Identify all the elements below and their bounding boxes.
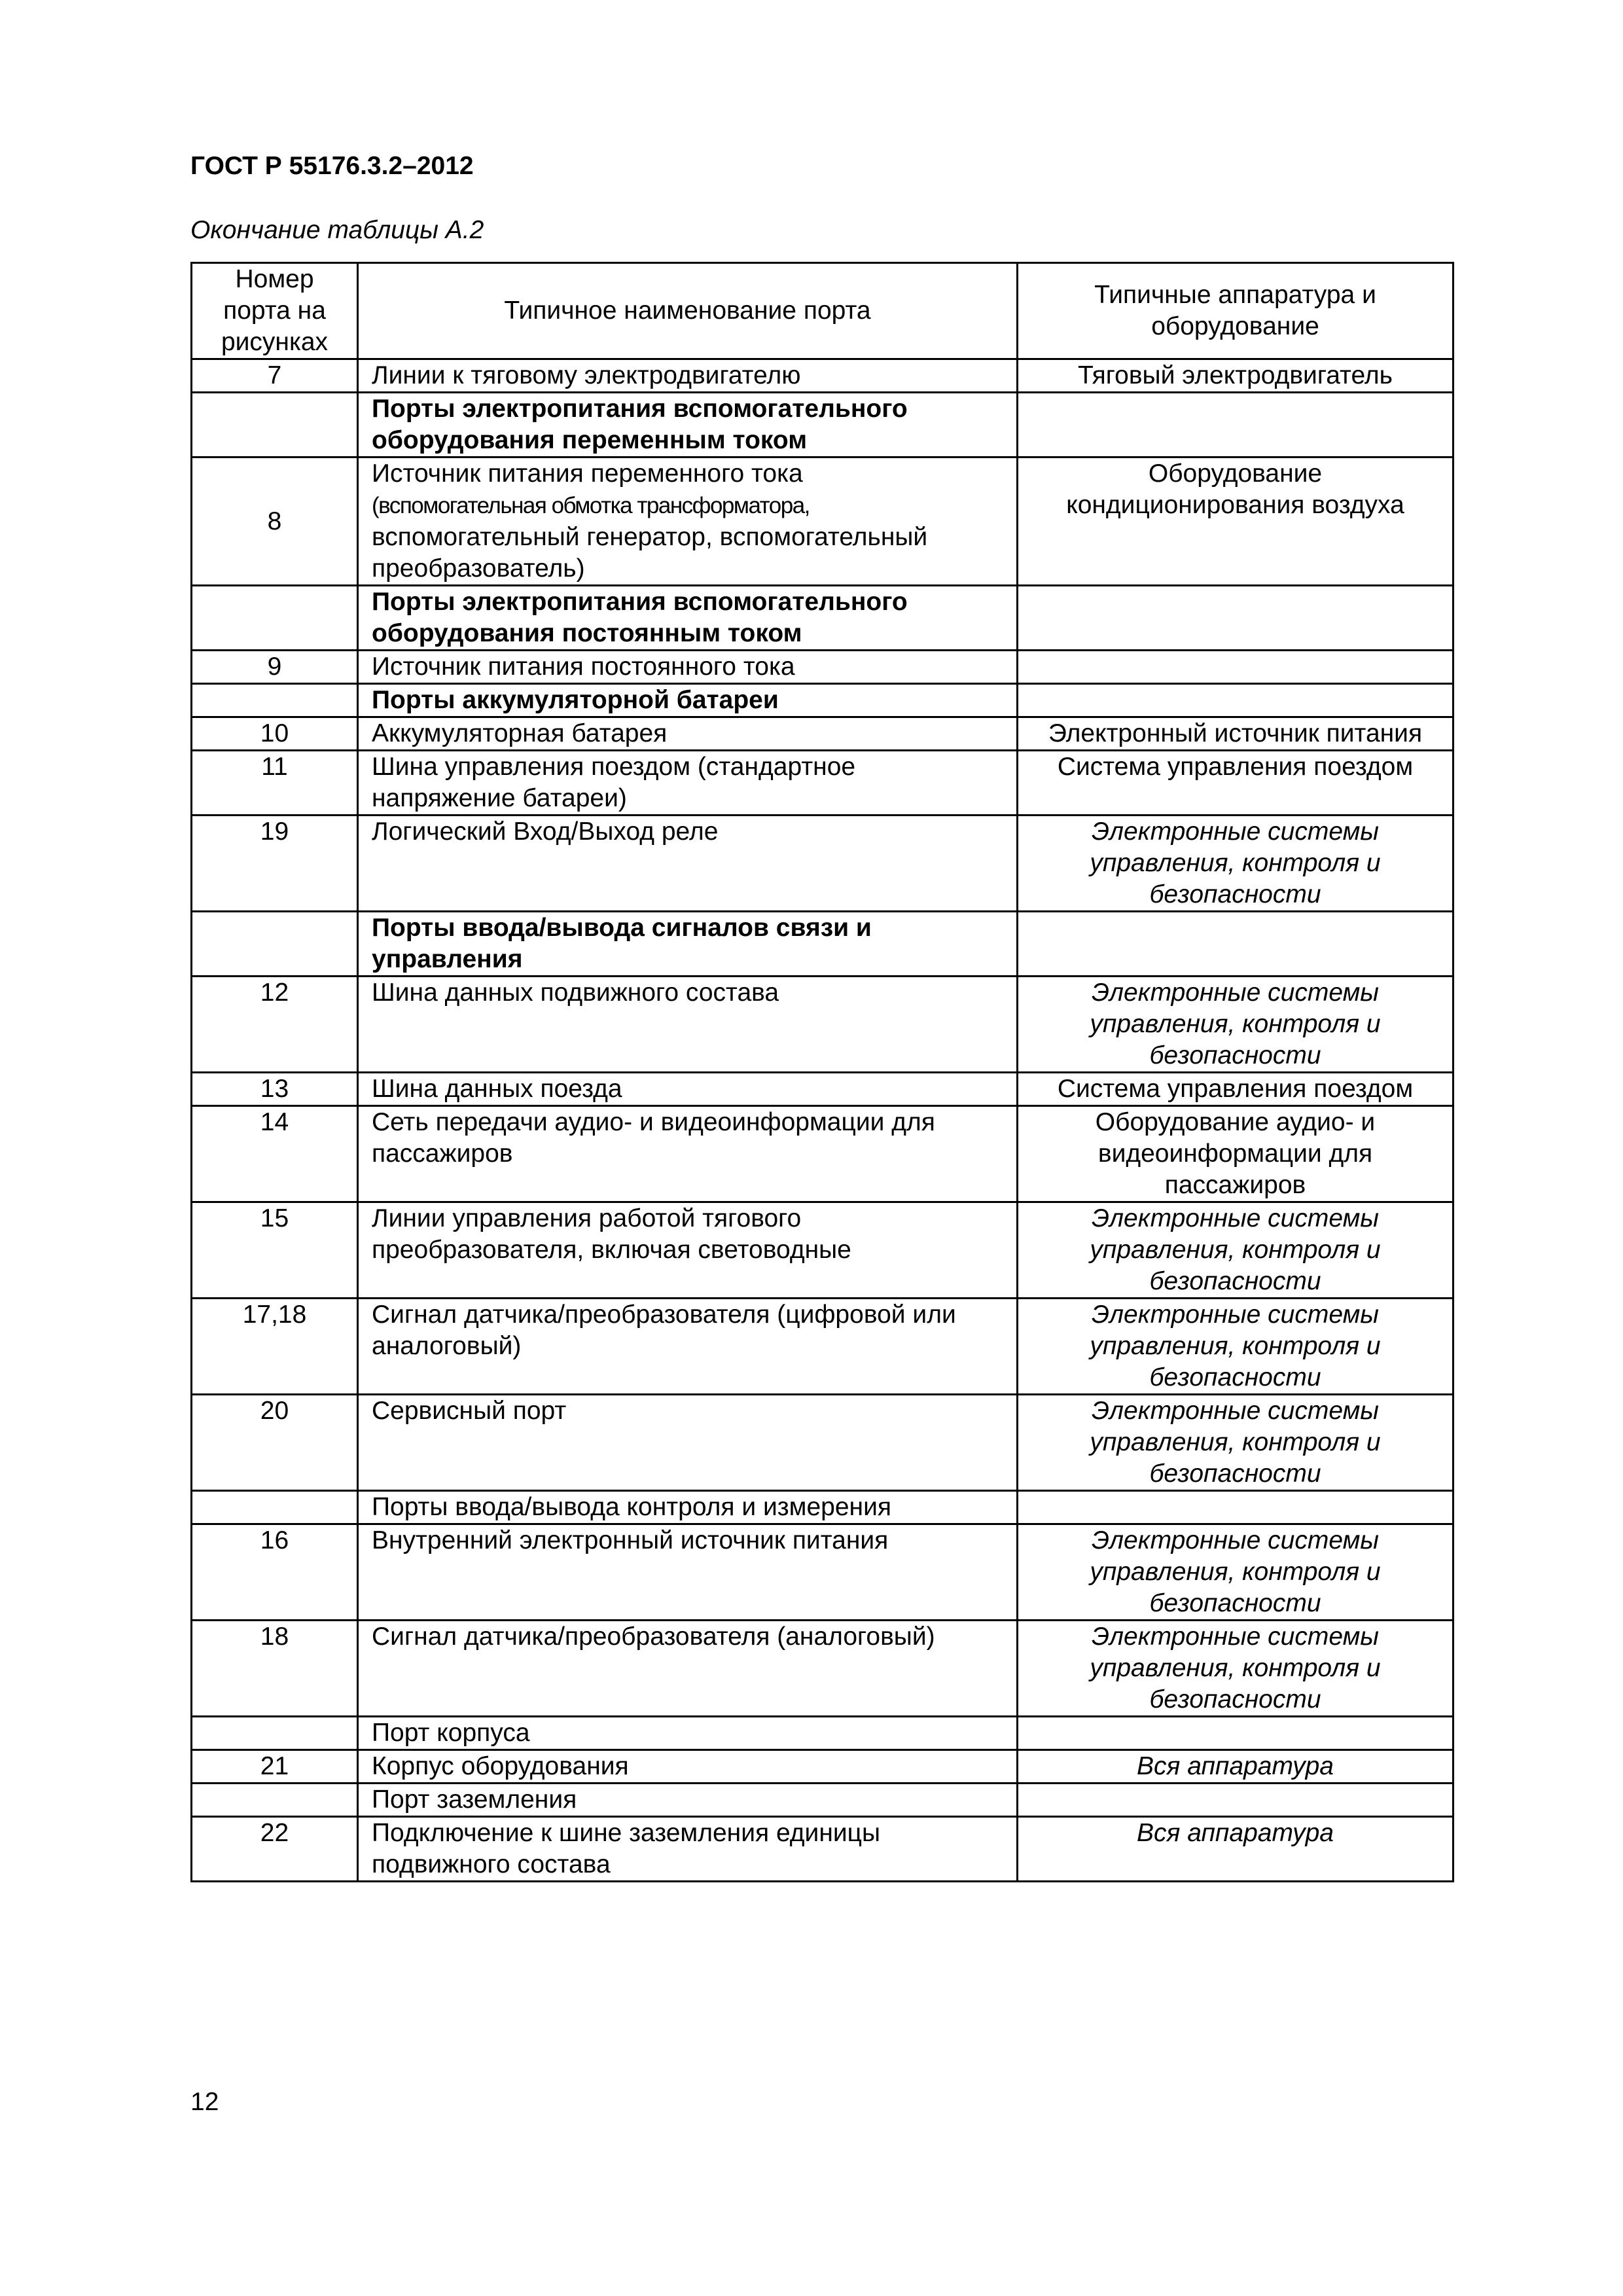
table-row [192,393,1454,457]
port-number-cell: 20 [192,1395,358,1491]
table-row [192,751,1454,816]
port-number-cell [192,1784,358,1817]
table-header-row [192,263,1454,359]
equipment-cell: Электронный источник питания [1018,717,1454,751]
column-header-port-name: Типичное наименование порта [358,263,1018,359]
port-number-cell: 22 [192,1817,358,1882]
port-name-cell: Шина данных подвижного состава [358,977,1018,1073]
port-number-cell: 19 [192,816,358,912]
port-number-cell [192,393,358,457]
section-header-cell: Порты электропитания вспомогательного оборудования переменным током [358,393,1018,457]
equipment-cell [1018,651,1454,684]
port-number-cell: 10 [192,717,358,751]
port-number-cell: 7 [192,359,358,393]
port-name-cell: Источник питания постоянного тока [358,651,1018,684]
equipment-cell: Электронные системы управления, контроля и безопасности [1018,1524,1454,1621]
ports-table [190,262,1454,1882]
table-row [192,1817,1454,1882]
port-number-cell: 17,18 [192,1299,358,1395]
port-name-cell [358,457,1018,586]
equipment-cell: Электронные системы управления, контроля и безопасности [1018,1202,1454,1299]
port-number-cell [192,1717,358,1750]
table-row [192,1621,1454,1717]
equipment-cell: Система управления поездом [1018,751,1454,816]
port-name-cell: Шина управления поездом (стандартное напряжение батареи) [358,751,1018,816]
port-name-cell: Аккумуляторная батарея [358,717,1018,751]
table-row [192,1750,1454,1784]
document-title: ГОСТ Р 55176.3.2–2012 [190,152,474,180]
column-header-equipment: Типичные аппаратура и оборудование [1018,263,1454,359]
equipment-cell [1018,912,1454,977]
port-number-cell [192,684,358,717]
port-number-cell [192,586,358,651]
section-header-cell: Порт заземления [358,1784,1018,1817]
port-number-cell: 13 [192,1073,358,1106]
port-number-cell [192,1491,358,1524]
table-row [192,1202,1454,1299]
equipment-cell: Оборудование кондиционирования воздуха [1018,457,1454,586]
table-row [192,1299,1454,1395]
equipment-cell: Электронные системы управления, контроля и безопасности [1018,816,1454,912]
equipment-cell: Система управления поездом [1018,1073,1454,1106]
port-number-cell: 14 [192,1106,358,1202]
port-number-cell: 8 [192,457,358,586]
port-name-cell: Сигнал датчика/преобразователя (аналоговый) [358,1621,1018,1717]
equipment-cell [1018,393,1454,457]
equipment-cell [1018,1491,1454,1524]
equipment-cell [1018,1717,1454,1750]
equipment-cell: Оборудование аудио- и видеоинформации для пассажиров [1018,1106,1454,1202]
table-row [192,1073,1454,1106]
table-caption: Окончание таблицы А.2 [190,216,484,244]
port-name-cell: Линии к тяговому электродвигателю [358,359,1018,393]
table-row [192,1784,1454,1817]
port-name-cell: Логический Вход/Выход реле [358,816,1018,912]
section-header-cell: Порты ввода/вывода контроля и измерения [358,1491,1018,1524]
table-row [192,651,1454,684]
port-name-cell: Сигнал датчика/преобразователя (цифровой или аналоговый) [358,1299,1018,1395]
equipment-cell: Электронные системы управления, контроля и безопасности [1018,1621,1454,1717]
port-name-cell: Сеть передачи аудио- и видеоинформации для пассажиров [358,1106,1018,1202]
port-name-cell: Внутренний электронный источник питания [358,1524,1018,1621]
port-number-cell: 15 [192,1202,358,1299]
table-row [192,1524,1454,1621]
table-row [192,359,1454,393]
table-row [192,1717,1454,1750]
section-header-cell: Порты ввода/вывода сигналов связи и управления [358,912,1018,977]
column-header-port-number: Номер порта на рисунках [192,263,358,359]
table-row [192,977,1454,1073]
table-row [192,1491,1454,1524]
equipment-cell: Электронные системы управления, контроля и безопасности [1018,977,1454,1073]
equipment-cell: Электронные системы управления, контроля и безопасности [1018,1299,1454,1395]
table-row [192,684,1454,717]
section-header-cell: Порты электропитания вспомогательного оборудования постоянным током [358,586,1018,651]
port-number-cell: 12 [192,977,358,1073]
equipment-cell [1018,586,1454,651]
table-row [192,1106,1454,1202]
port-name-text: Источник питания переменного тока [372,459,803,488]
table-row [192,912,1454,977]
table-row [192,717,1454,751]
port-number-cell: 21 [192,1750,358,1784]
page-number: 12 [190,2088,219,2116]
port-name-cell: Сервисный порт [358,1395,1018,1491]
port-name-cell: Шина данных поезда [358,1073,1018,1106]
port-number-cell: 16 [192,1524,358,1621]
equipment-cell: Вся аппаратура [1018,1817,1454,1882]
port-number-cell: 9 [192,651,358,684]
equipment-cell: Электронные системы управления, контроля и безопасности [1018,1395,1454,1491]
table-row [192,586,1454,651]
port-name-cell: Корпус оборудования [358,1750,1018,1784]
equipment-cell [1018,684,1454,717]
section-header-cell: Порты аккумуляторной батареи [358,684,1018,717]
port-number-cell: 11 [192,751,358,816]
port-name-tail: вспомогательный генератор, вспомогательный преобразователь) [372,523,928,583]
section-header-cell: Порт корпуса [358,1717,1018,1750]
table-row [192,816,1454,912]
port-name-cell: Линии управления работой тягового преобразователя, включая световодные [358,1202,1018,1299]
port-number-cell: 18 [192,1621,358,1717]
port-name-note: (вспомогательная обмотка трансформатора, [372,493,810,518]
table-row [192,457,1454,586]
port-number-cell [192,912,358,977]
equipment-cell [1018,1784,1454,1817]
port-name-cell: Подключение к шине заземления единицы подвижного состава [358,1817,1018,1882]
equipment-cell: Вся аппаратура [1018,1750,1454,1784]
equipment-cell: Тяговый электродвигатель [1018,359,1454,393]
table-row [192,1395,1454,1491]
